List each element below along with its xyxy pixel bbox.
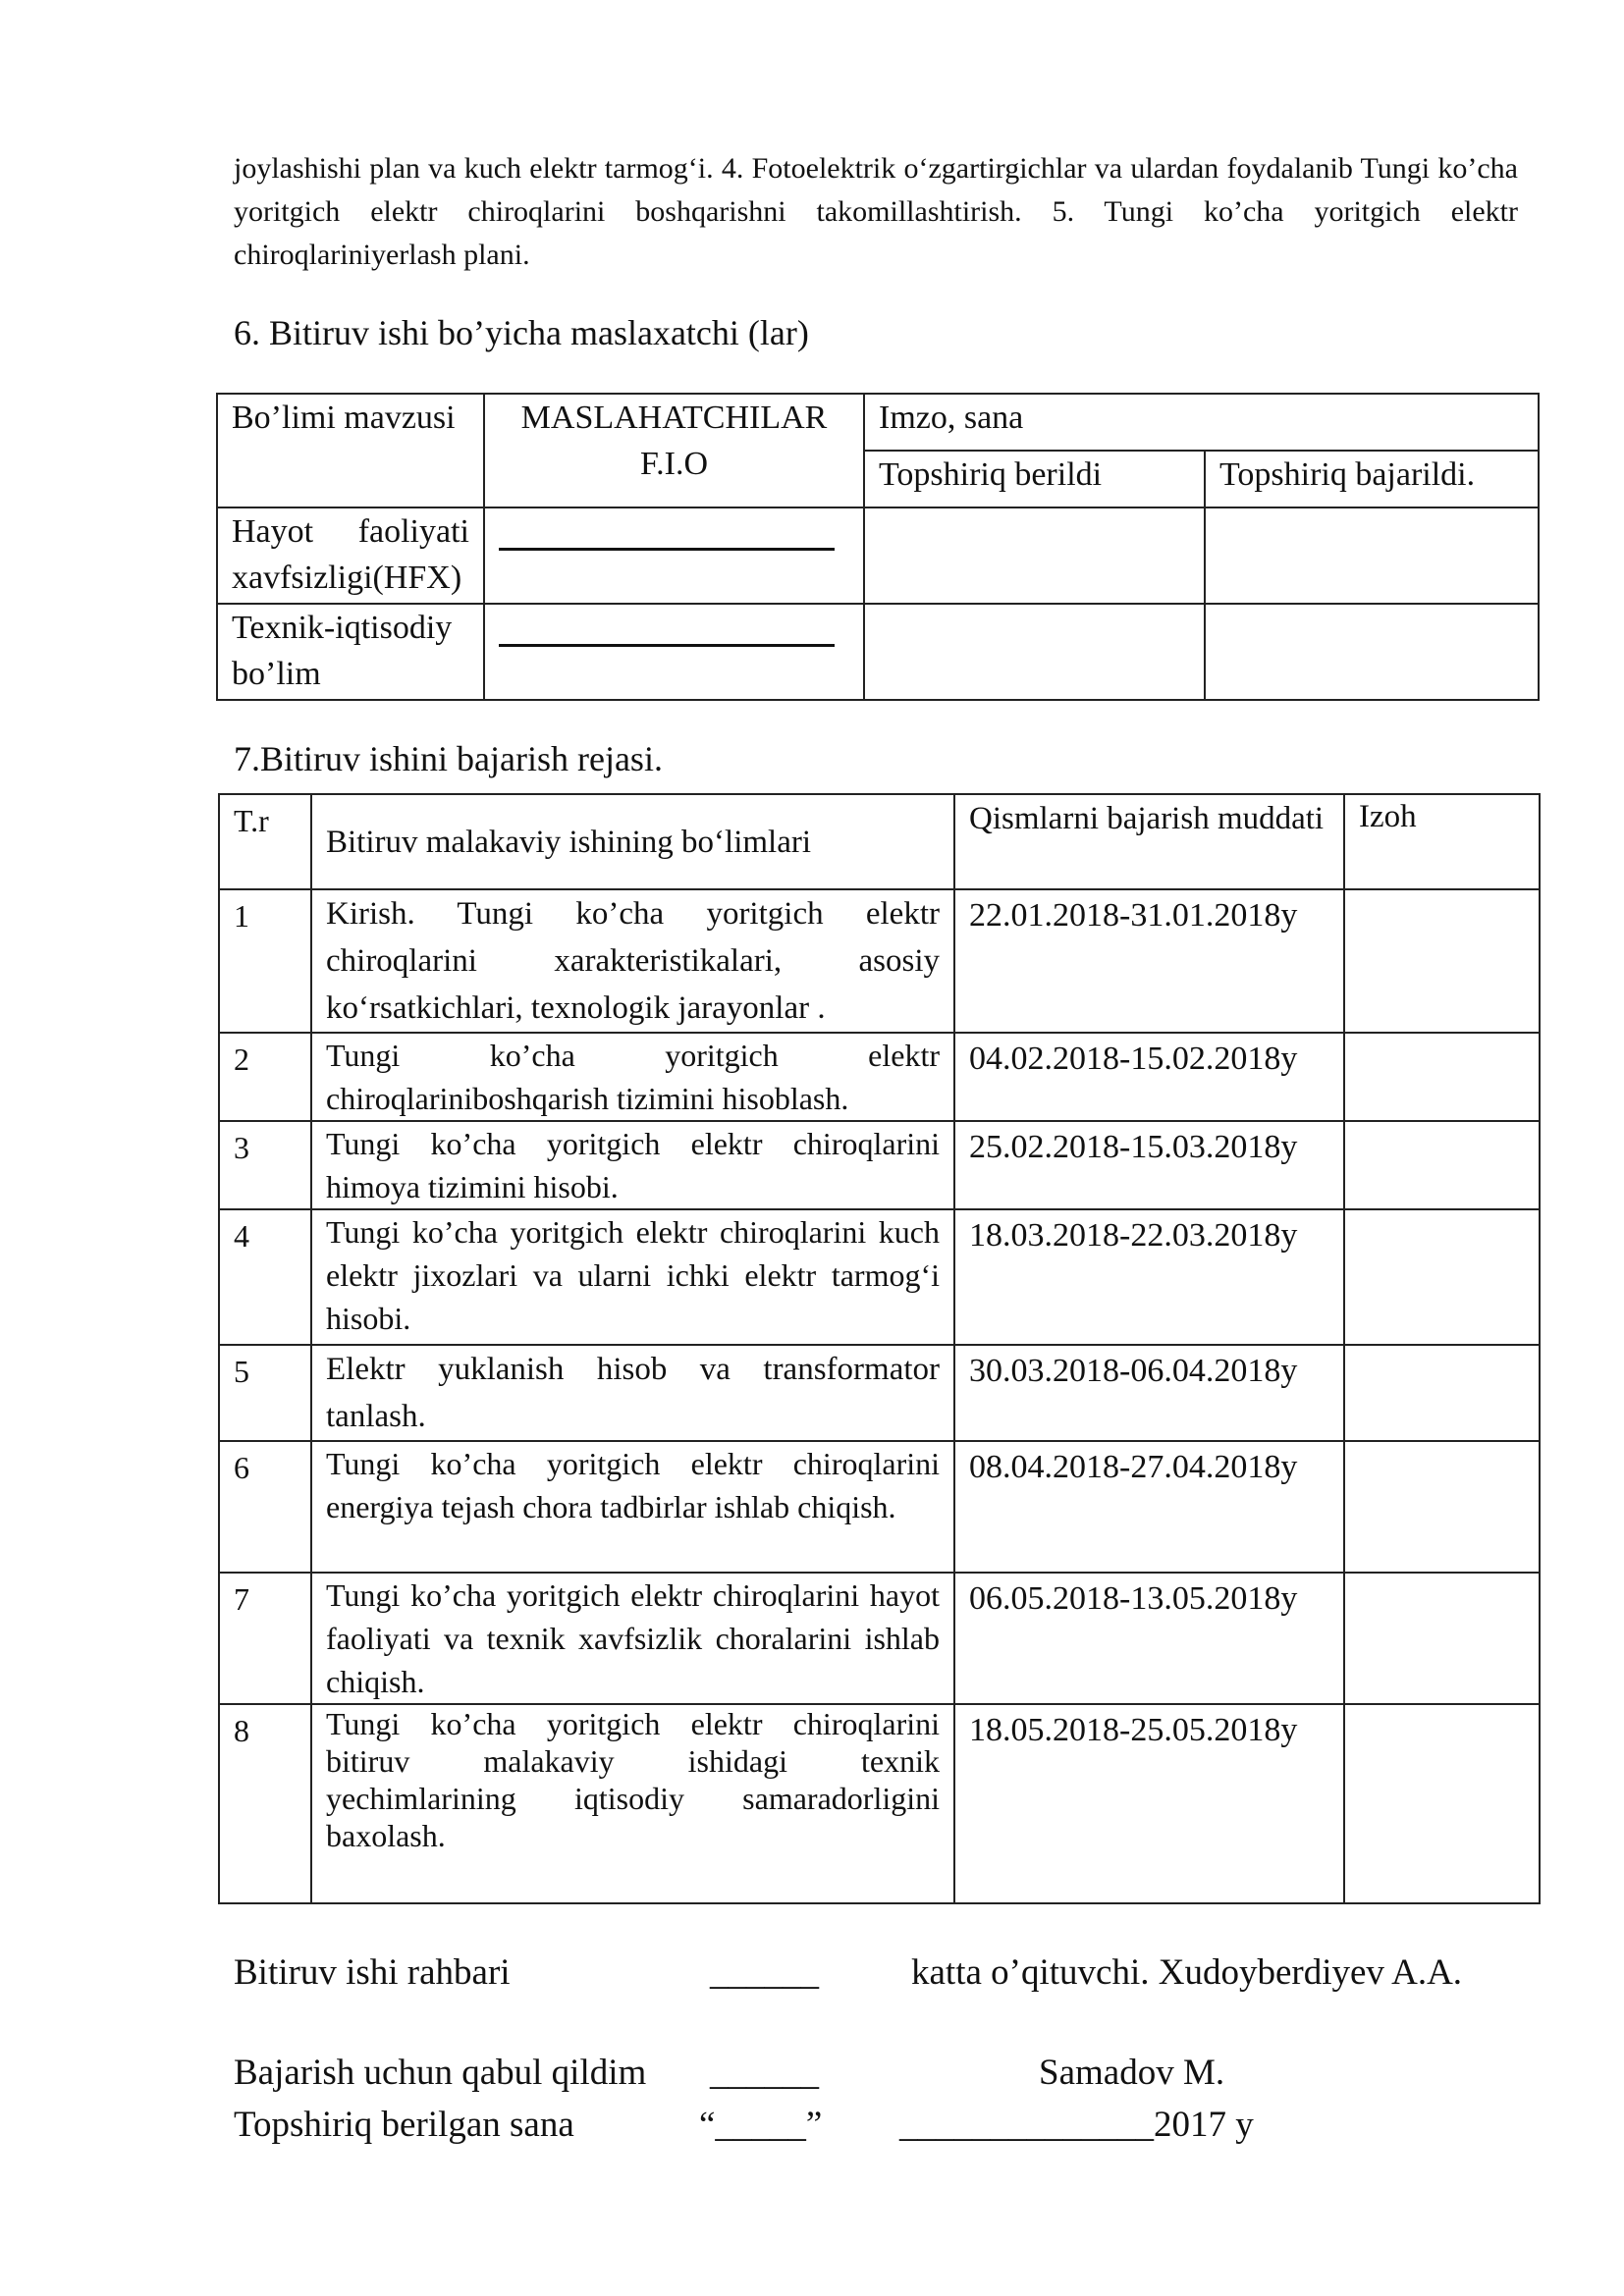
accepted-blank: ______ xyxy=(710,2053,819,2093)
col-advisors-line2: F.I.O xyxy=(639,446,709,482)
col-num-header: T.r xyxy=(219,794,311,889)
table-row xyxy=(217,604,1539,700)
col-advisors-line1: MASLAHATCHILAR xyxy=(520,400,828,436)
topic-line1: Texnik-iqtisodiy xyxy=(232,610,453,646)
row-note xyxy=(1344,1033,1540,1121)
plan-table xyxy=(218,793,1541,1904)
row-description: Tungi ko’cha yoritgich elektr chiroqlarini himoya tizimini hisobi. xyxy=(311,1121,954,1209)
col-term-header: Qismlarni bajarish muddati xyxy=(954,794,1344,889)
topic-line1: Hayot faoliyati xyxy=(232,513,469,550)
row-description: Tungi ko’cha yoritgich elektr chiroqlarini bitiruv malakaviy ishidagi texnik yechimlarining iqtisodiy samaradorligini baxolash. xyxy=(311,1704,954,1903)
table-row xyxy=(219,1441,1540,1573)
row-description: Tungi ko’cha yoritgich elektr chiroqlarini kuch elektr jixozlari va ularni ichki elektr tarmog‘i hisobi. xyxy=(311,1209,954,1345)
table-row xyxy=(219,1573,1540,1704)
row-note xyxy=(1344,889,1540,1033)
accepted-name: Samadov M. xyxy=(1039,2053,1225,2093)
topic-line2: bo’lim xyxy=(232,656,321,692)
table-row xyxy=(219,1704,1540,1903)
row-date: 18.05.2018-25.05.2018y xyxy=(954,1704,1344,1903)
advisor-topic xyxy=(217,604,484,700)
row-note xyxy=(1344,1121,1540,1209)
row-date: 25.02.2018-15.03.2018y xyxy=(954,1121,1344,1209)
intro-paragraph: joylashishi plan va kuch elektr tarmog‘i. 4. Fotoelektrik o‘zgartirgichlar va ulardan foydalanib Tungi ko’cha yoritgich elektr chiroqlarini boshqarishni takomillashtirish. 5. Tungi ko’cha yoritgich elektr chiroqlariniyerlash plani. xyxy=(234,152,1518,271)
section7-title: 7.Bitiruv ishini bajarish rejasi. xyxy=(234,739,663,778)
plan-header-row xyxy=(219,794,1540,889)
col-parts-header: Bitiruv malakaviy ishining bo‘limlari xyxy=(311,794,954,889)
row-date: 22.01.2018-31.01.2018y xyxy=(954,889,1344,1033)
row-number: 6 xyxy=(219,1441,311,1573)
row-date: 18.03.2018-22.03.2018y xyxy=(954,1209,1344,1345)
table-row xyxy=(217,507,1539,604)
row-number: 5 xyxy=(219,1345,311,1441)
date-day: “_____” xyxy=(699,2105,823,2145)
supervisor-label: Bitiruv ishi rahbari xyxy=(234,1952,511,1993)
topic-line2: xavfsizligi(HFX) xyxy=(232,560,462,596)
supervisor-name: katta o’qituvchi. Xudoyberdiyev A.A. xyxy=(911,1952,1463,1993)
table-row xyxy=(219,1209,1540,1345)
row-note xyxy=(1344,1209,1540,1345)
given-cell xyxy=(864,507,1205,604)
row-description: Tungi ko’cha yoritgich elektr chiroqlariniboshqarish tizimini hisoblash. xyxy=(311,1033,954,1121)
row-date: 04.02.2018-15.02.2018y xyxy=(954,1033,1344,1121)
row-number: 2 xyxy=(219,1033,311,1121)
signature-line xyxy=(499,644,835,647)
done-cell xyxy=(1205,507,1539,604)
advisor-name-cell xyxy=(484,604,864,700)
row-description: Tungi ko’cha yoritgich elektr chiroqlarini energiya tejash chora tadbirlar ishlab chiqish. xyxy=(311,1441,954,1573)
row-note xyxy=(1344,1345,1540,1441)
row-description: Kirish. Tungi ko’cha yoritgich elektr chiroqlarini xarakteristikalari, asosiy ko‘rsatkichlari, texnologik jarayonlar . xyxy=(311,889,954,1033)
table-row xyxy=(219,1033,1540,1121)
col-note-header: Izoh xyxy=(1344,794,1540,889)
row-description: Elektr yuklanish hisob va transformator tanlash. xyxy=(311,1345,954,1441)
given-cell xyxy=(864,604,1205,700)
date-label: Topshiriq berilgan sana xyxy=(234,2105,574,2145)
accepted-label: Bajarish uchun qabul qildim xyxy=(234,2053,647,2093)
col-topic-header: Bo’limi mavzusi xyxy=(217,394,484,507)
row-number: 7 xyxy=(219,1573,311,1704)
advisor-name-cell xyxy=(484,507,864,604)
row-date: 08.04.2018-27.04.2018y xyxy=(954,1441,1344,1573)
table-row xyxy=(219,1121,1540,1209)
section6-title: 6. Bitiruv ishi bo’yicha maslaxatchi (lar) xyxy=(234,313,809,352)
advisors-table xyxy=(216,393,1540,701)
col-given-header: Topshiriq berildi xyxy=(864,451,1205,507)
table-row xyxy=(219,889,1540,1033)
table-row xyxy=(219,1345,1540,1441)
advisor-topic xyxy=(217,507,484,604)
row-number: 1 xyxy=(219,889,311,1033)
supervisor-blank: ______ xyxy=(710,1952,819,1993)
row-description: Tungi ko’cha yoritgich elektr chiroqlarini hayot faoliyati va texnik xavfsizlik choralarini ishlab chiqish. xyxy=(311,1573,954,1704)
signature-line xyxy=(499,548,835,551)
col-advisors-header xyxy=(484,394,864,507)
done-cell xyxy=(1205,604,1539,700)
row-date: 30.03.2018-06.04.2018y xyxy=(954,1345,1344,1441)
row-note xyxy=(1344,1441,1540,1573)
row-note xyxy=(1344,1573,1540,1704)
col-sign-header: Imzo, sana xyxy=(864,394,1539,451)
row-number: 3 xyxy=(219,1121,311,1209)
row-number: 4 xyxy=(219,1209,311,1345)
date-year: ______________2017 y xyxy=(899,2105,1254,2145)
row-number: 8 xyxy=(219,1704,311,1903)
row-note xyxy=(1344,1704,1540,1903)
row-date: 06.05.2018-13.05.2018y xyxy=(954,1573,1344,1704)
col-done-header: Topshiriq bajarildi. xyxy=(1205,451,1539,507)
